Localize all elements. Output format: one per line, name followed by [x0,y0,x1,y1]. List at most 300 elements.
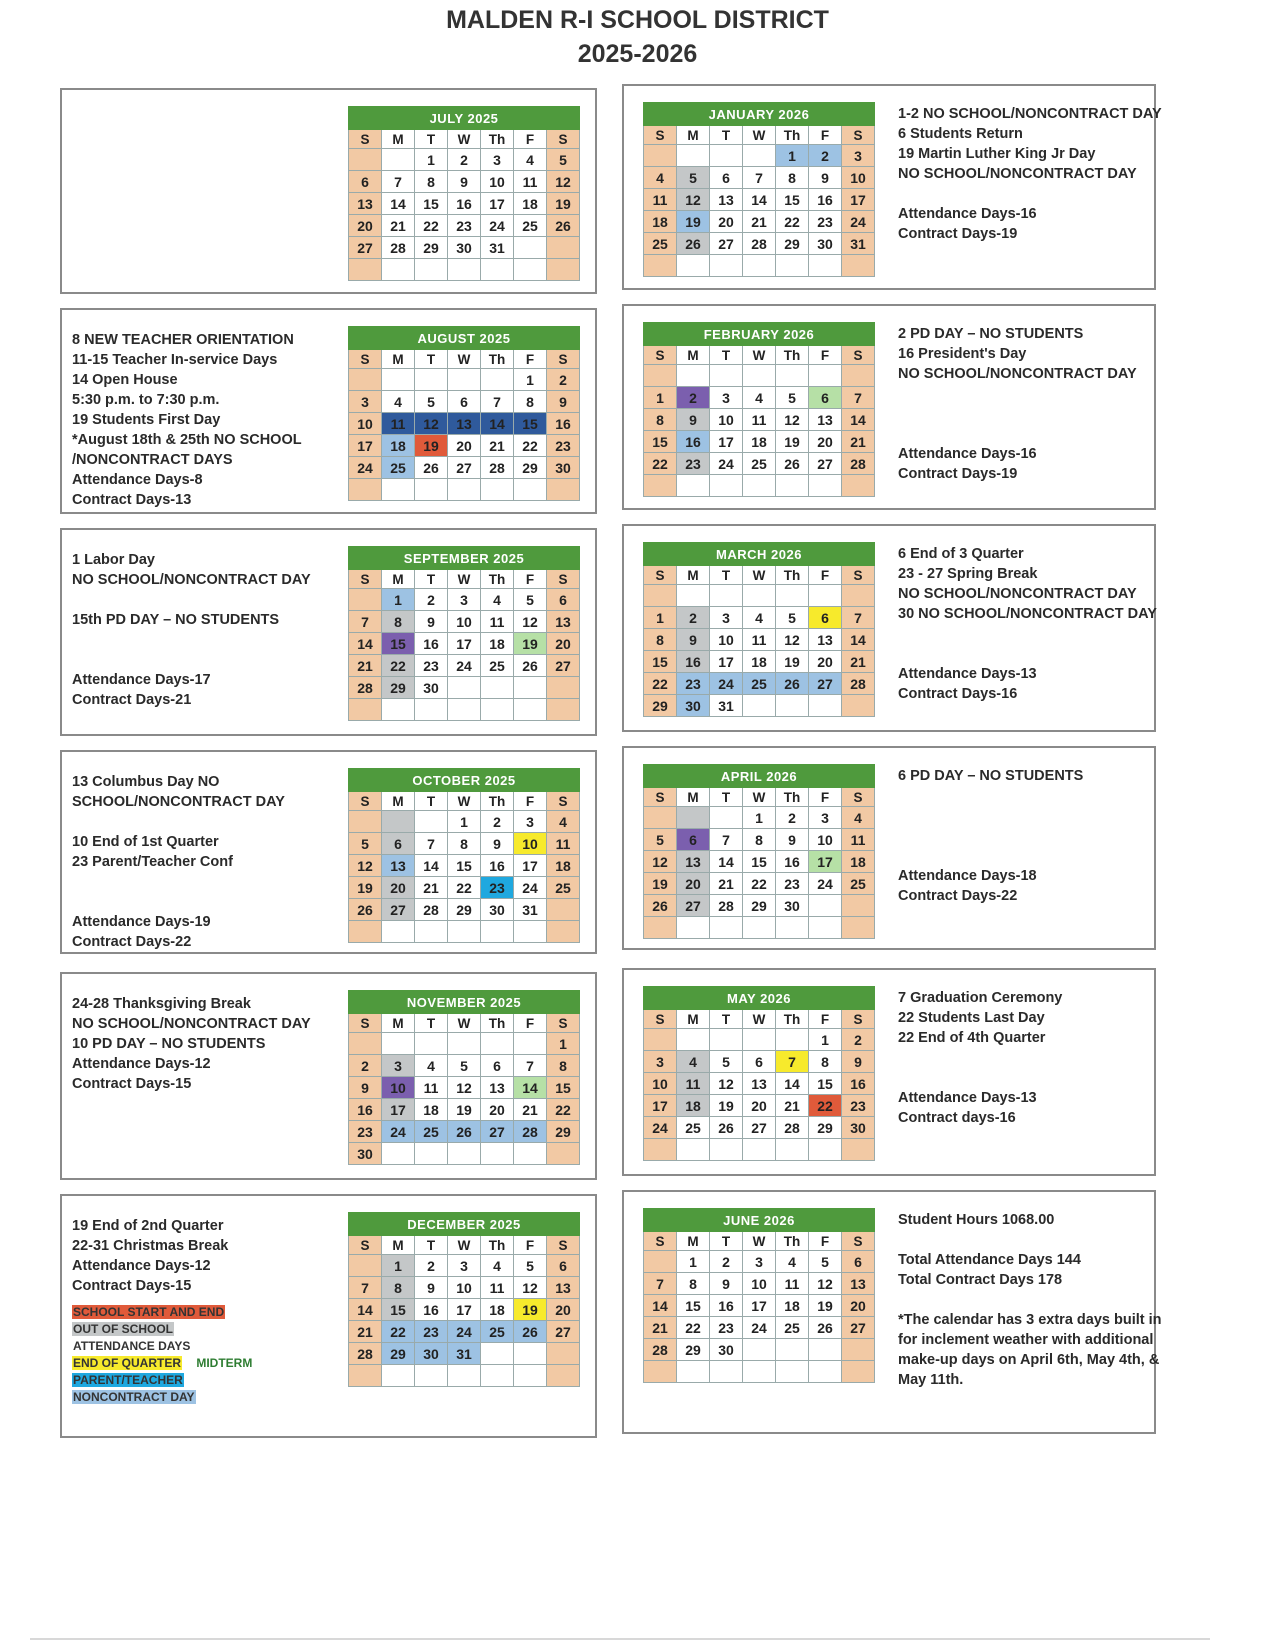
weekday-header-row [349,1236,580,1255]
weekday-s: S [842,1010,875,1029]
day-cell: 5 [514,589,547,611]
day-cell [710,917,743,939]
legend-line [72,1389,253,1406]
day-cell [349,149,382,171]
day-cell: 2 [448,149,481,171]
day-cell [842,1361,875,1383]
week-row [349,1277,580,1299]
day-cell: 28 [481,457,514,479]
day-cell [514,479,547,501]
day-cell [547,699,580,721]
day-cell: 13 [842,1273,875,1295]
legend-line [72,1338,253,1355]
day-cell: 21 [382,215,415,237]
day-cell: 10 [743,1273,776,1295]
weekday-header-row [644,346,875,365]
day-cell: 11 [743,629,776,651]
week-row [349,1365,580,1387]
weekday-w: W [743,566,776,585]
day-cell: 30 [809,233,842,255]
day-cell [514,1143,547,1165]
day-cell [710,145,743,167]
day-cell: 14 [349,633,382,655]
day-cell: 16 [547,413,580,435]
week-row [644,387,875,409]
day-cell [743,585,776,607]
weekday-w: W [448,570,481,589]
note-line [898,184,1162,204]
month-header [644,987,875,1010]
day-cell: 18 [743,651,776,673]
day-cell: 21 [349,655,382,677]
month-panel-february-2026 [622,304,1156,510]
day-cell: 28 [776,1117,809,1139]
day-cell: 4 [481,589,514,611]
day-cell: 11 [743,409,776,431]
week-row [349,1077,580,1099]
weekday-t: T [710,788,743,807]
day-cell [514,1033,547,1055]
weekday-w: W [448,1014,481,1033]
day-cell: 7 [382,171,415,193]
weekday-f: F [514,792,547,811]
day-cell [677,917,710,939]
day-cell: 6 [382,833,415,855]
day-cell: 18 [514,193,547,215]
weekday-w: W [743,126,776,145]
day-cell [415,1033,448,1055]
weekday-w: W [448,350,481,369]
day-cell: 1 [776,145,809,167]
week-row [644,895,875,917]
day-cell: 6 [677,829,710,851]
day-cell: 27 [448,457,481,479]
day-cell: 14 [481,413,514,435]
day-cell: 20 [677,873,710,895]
day-cell: 25 [547,877,580,899]
month-header [349,327,580,350]
day-cell: 8 [448,833,481,855]
week-row [644,145,875,167]
month-calendar [348,1212,580,1387]
day-cell [710,255,743,277]
weekday-m: M [382,1236,415,1255]
note-line: 2 PD DAY – NO STUDENTS [898,326,1084,342]
day-cell: 31 [710,695,743,717]
day-cell: 15 [415,193,448,215]
weekday-s: S [349,570,382,589]
day-cell: 30 [349,1143,382,1165]
month-calendar [348,768,580,943]
note-line: NO SCHOOL/NONCONTRACT DAY [898,166,1137,182]
weekday-f: F [514,350,547,369]
day-cell: 13 [677,851,710,873]
day-cell [710,1029,743,1051]
note-line: Attendance Days-12 [72,1056,211,1072]
note-line [72,630,311,650]
day-cell: 14 [514,1077,547,1099]
day-cell: 30 [842,1117,875,1139]
day-cell: 26 [809,1317,842,1339]
day-cell: 15 [644,651,677,673]
week-row [644,829,875,851]
day-cell: 30 [415,677,448,699]
week-row [349,1343,580,1365]
day-cell: 26 [349,899,382,921]
weekday-th: Th [776,346,809,365]
day-cell: 14 [842,629,875,651]
week-row [349,237,580,259]
day-cell: 8 [382,611,415,633]
day-cell [382,149,415,171]
day-cell: 17 [644,1095,677,1117]
note-line: Contract Days-16 [898,686,1018,702]
day-cell [776,695,809,717]
day-cell: 29 [677,1339,710,1361]
day-cell: 16 [776,851,809,873]
day-cell [415,479,448,501]
week-row [644,255,875,277]
day-cell: 20 [547,1299,580,1321]
month-name: MAY 2026 [644,987,875,1010]
day-cell [644,475,677,497]
note-line [898,1068,1062,1088]
note-line: Contract Days-15 [72,1278,192,1294]
weekday-s: S [547,1014,580,1033]
weekday-t: T [415,1014,448,1033]
week-row [349,171,580,193]
day-cell [743,1339,776,1361]
day-cell: 1 [547,1033,580,1055]
day-cell [842,695,875,717]
day-cell: 22 [514,435,547,457]
day-cell: 22 [644,673,677,695]
month-notes [898,324,1137,484]
day-cell: 12 [809,1273,842,1295]
weekday-t: T [415,130,448,149]
day-cell [514,259,547,281]
day-cell: 21 [349,1321,382,1343]
day-cell: 7 [349,611,382,633]
day-cell: 8 [677,1273,710,1295]
day-cell: 6 [809,387,842,409]
day-cell: 20 [710,211,743,233]
day-cell: 25 [743,673,776,695]
week-row [644,1339,875,1361]
day-cell: 19 [776,651,809,673]
weekday-m: M [677,126,710,145]
day-cell: 26 [415,457,448,479]
day-cell [382,1365,415,1387]
day-cell: 24 [481,215,514,237]
month-header [644,1209,875,1232]
day-cell [644,585,677,607]
day-cell: 23 [481,877,514,899]
day-cell: 19 [448,1099,481,1121]
month-header [644,323,875,346]
day-cell: 15 [448,855,481,877]
weekday-s: S [644,566,677,585]
day-cell: 14 [382,193,415,215]
day-cell: 29 [514,457,547,479]
note-line: Attendance Days-18 [898,868,1037,884]
day-cell: 15 [382,1299,415,1321]
note-line: 13 Columbus Day NO [72,774,220,790]
weekday-s: S [842,346,875,365]
weekday-th: Th [481,130,514,149]
day-cell: 12 [448,1077,481,1099]
note-line: SCHOOL/NONCONTRACT DAY [72,794,285,810]
weekday-w: W [743,346,776,365]
day-cell: 21 [644,1317,677,1339]
weekday-header-row [644,1232,875,1251]
day-cell: 1 [644,607,677,629]
week-row [644,695,875,717]
month-header [644,543,875,566]
note-line [72,590,311,610]
note-line [72,650,311,670]
day-cell [448,259,481,281]
weekday-f: F [809,1232,842,1251]
day-cell: 2 [415,1255,448,1277]
day-cell: 6 [710,167,743,189]
day-cell [481,1033,514,1055]
weekday-m: M [677,346,710,365]
weekday-header-row [644,1010,875,1029]
note-line: for inclement weather with additional [898,1332,1154,1348]
day-cell [481,677,514,699]
note-line [898,1048,1062,1068]
day-cell [514,1365,547,1387]
day-cell: 3 [809,807,842,829]
day-cell: 2 [547,369,580,391]
day-cell: 24 [809,873,842,895]
day-cell [677,1139,710,1161]
day-cell: 17 [448,633,481,655]
day-cell: 28 [842,453,875,475]
weekday-s: S [644,1010,677,1029]
day-cell: 3 [448,1255,481,1277]
day-cell: 19 [776,431,809,453]
day-cell [809,365,842,387]
school-year-title: 2025-2026 [577,40,698,68]
day-cell [481,1365,514,1387]
day-cell: 6 [448,391,481,413]
week-row [644,585,875,607]
week-row [349,1033,580,1055]
note-line: *August 18th & 25th NO SCHOOL [72,432,302,448]
day-cell: 28 [743,233,776,255]
day-cell [743,475,776,497]
note-line: 22 End of 4th Quarter [898,1030,1046,1046]
day-cell: 28 [644,1339,677,1361]
month-header [644,765,875,788]
weekday-m: M [677,566,710,585]
day-cell: 15 [809,1073,842,1095]
day-cell [514,921,547,943]
note-line [898,1290,1162,1310]
day-cell: 30 [677,695,710,717]
day-cell: 28 [514,1121,547,1143]
month-calendar [348,546,580,721]
day-cell: 23 [349,1121,382,1143]
day-cell: 1 [677,1251,710,1273]
day-cell [448,1365,481,1387]
day-cell [743,1029,776,1051]
week-row [349,413,580,435]
day-cell [448,677,481,699]
month-panel-january-2026 [622,84,1162,290]
day-cell [349,589,382,611]
day-cell: 26 [514,655,547,677]
day-cell: 11 [481,1277,514,1299]
day-cell [743,145,776,167]
note-line: Contract Days-21 [72,692,192,708]
day-cell: 1 [743,807,776,829]
weekday-s: S [842,126,875,145]
day-cell: 15 [644,431,677,453]
day-cell: 12 [776,409,809,431]
day-cell: 21 [743,211,776,233]
note-line: 23 Parent/Teacher Conf [72,854,233,870]
day-cell [481,369,514,391]
week-row [644,1095,875,1117]
note-line: 14 Open House [72,372,178,388]
month-calendar [643,322,875,497]
note-line: 16 President's Day [898,346,1027,362]
note-line: 11-15 Teacher In-service Days [72,352,278,368]
month-notes [72,1216,228,1296]
note-line [898,806,1083,826]
week-row [349,1255,580,1277]
day-cell: 3 [514,811,547,833]
note-line: Contract Days-22 [72,934,192,950]
day-cell: 25 [842,873,875,895]
week-row [644,167,875,189]
month-name: DECEMBER 2025 [349,1213,580,1236]
day-cell: 8 [644,629,677,651]
day-cell: 9 [809,167,842,189]
day-cell: 9 [677,409,710,431]
day-cell: 14 [644,1295,677,1317]
day-cell: 12 [677,189,710,211]
day-cell: 30 [448,237,481,259]
note-line: 19 Martin Luther King Jr Day [898,146,1096,162]
day-cell: 9 [415,611,448,633]
day-cell: 31 [481,237,514,259]
day-cell [776,1139,809,1161]
day-cell [677,145,710,167]
weekday-header-row [644,788,875,807]
day-cell: 25 [481,655,514,677]
note-line: Attendance Days-13 [898,666,1037,682]
month-calendar [643,764,875,939]
day-cell: 18 [644,211,677,233]
weekday-f: F [514,1014,547,1033]
day-cell: 8 [644,409,677,431]
day-cell: 5 [349,833,382,855]
day-cell: 17 [382,1099,415,1121]
day-cell [547,237,580,259]
day-cell [644,1029,677,1051]
weekday-th: Th [481,1236,514,1255]
day-cell: 20 [809,431,842,453]
day-cell: 17 [481,193,514,215]
week-row [644,409,875,431]
day-cell [776,1029,809,1051]
day-cell [776,365,809,387]
day-cell: 26 [547,215,580,237]
day-cell [776,585,809,607]
note-line: May 11th. [898,1372,964,1388]
weekday-w: W [448,1236,481,1255]
day-cell: 16 [842,1073,875,1095]
day-cell [644,917,677,939]
day-cell: 23 [448,215,481,237]
day-cell [743,1361,776,1383]
week-row [644,1361,875,1383]
day-cell [349,1365,382,1387]
day-cell [743,917,776,939]
day-cell: 8 [382,1277,415,1299]
weekday-header-row [349,350,580,369]
weekday-s: S [842,1232,875,1251]
weekday-th: Th [481,350,514,369]
day-cell: 1 [382,1255,415,1277]
day-cell [743,1139,776,1161]
day-cell: 15 [677,1295,710,1317]
month-calendar [643,542,875,717]
day-cell [842,585,875,607]
day-cell [776,475,809,497]
day-cell: 4 [743,387,776,409]
day-cell: 26 [776,453,809,475]
day-cell [382,921,415,943]
weekday-m: M [677,1010,710,1029]
note-line: 22-31 Christmas Break [72,1238,229,1254]
day-cell: 5 [776,387,809,409]
day-cell: 27 [547,655,580,677]
day-cell: 7 [842,607,875,629]
weekday-header-row [644,566,875,585]
day-cell: 27 [842,1317,875,1339]
week-row [349,655,580,677]
day-cell: 27 [809,453,842,475]
note-line: NO SCHOOL/NONCONTRACT DAY [72,1016,311,1032]
weekday-m: M [677,1232,710,1251]
day-cell [842,475,875,497]
day-cell: 25 [382,457,415,479]
day-cell: 4 [644,167,677,189]
note-line [898,826,1083,846]
day-cell: 4 [382,391,415,413]
note-line: 15th PD DAY – NO STUDENTS [72,612,280,628]
day-cell: 28 [842,673,875,695]
day-cell: 11 [514,171,547,193]
weekday-f: F [809,346,842,365]
day-cell: 23 [776,873,809,895]
weekday-w: W [743,1010,776,1029]
day-cell: 20 [448,435,481,457]
day-cell: 10 [382,1077,415,1099]
week-row [644,607,875,629]
day-cell: 19 [547,193,580,215]
day-cell [809,255,842,277]
day-cell: 5 [809,1251,842,1273]
month-notes [898,104,1162,244]
day-cell: 29 [644,695,677,717]
day-cell: 17 [809,851,842,873]
